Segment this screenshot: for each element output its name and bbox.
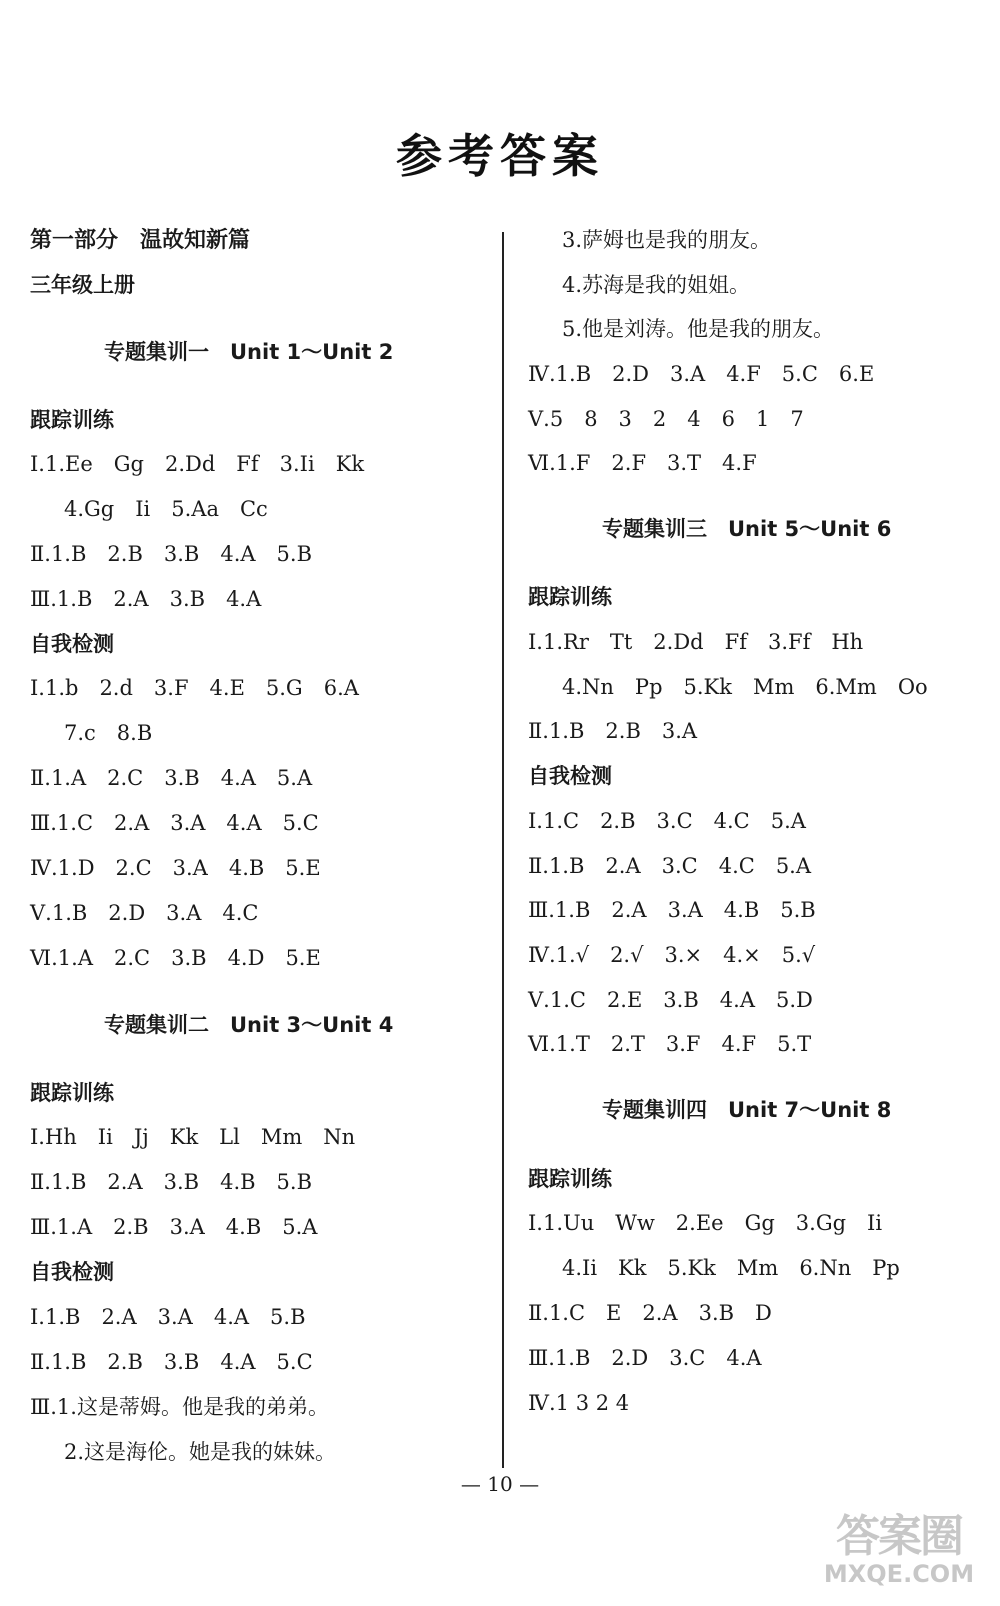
answer-line: Ⅰ.1.Ee Gg 2.Dd Ff 3.Ii Kk (30, 452, 365, 476)
answer-line: Ⅱ.1.B 2.B 3.A (528, 719, 698, 743)
answer-line: Ⅰ.1.C 2.B 3.C 4.C 5.A (528, 809, 806, 833)
section-heading: 跟踪训练 (30, 1081, 114, 1105)
section-heading: 自我检测 (30, 632, 114, 656)
answer-line: Ⅲ.1.这是蒂姆。他是我的弟弟。 (30, 1395, 329, 1419)
answer-line: Ⅳ.1.D 2.C 3.A 4.B 5.E (30, 856, 321, 880)
answer-line: Ⅰ.1.B 2.A 3.A 4.A 5.B (30, 1305, 306, 1329)
answer-line: Ⅲ.1.B 2.D 3.C 4.A (528, 1346, 762, 1370)
unit-heading-4: 专题集训四 Unit 7～Unit 8 (602, 1098, 892, 1122)
answer-line: Ⅲ.1.C 2.A 3.A 4.A 5.C (30, 811, 319, 835)
watermark-url: MXQE.COM (823, 1560, 975, 1588)
section-heading: 跟踪训练 (528, 1167, 612, 1191)
answer-line: 5.他是刘涛。他是我的朋友。 (562, 317, 835, 341)
part-heading: 第一部分 温故知新篇 (30, 228, 251, 253)
answer-line: Ⅱ.1.B 2.B 3.B 4.A 5.C (30, 1350, 313, 1374)
answer-line: Ⅵ.1.T 2.T 3.F 4.F 5.T (528, 1032, 812, 1056)
section-heading: 自我检测 (30, 1260, 114, 1284)
answer-line: Ⅲ.1.A 2.B 3.A 4.B 5.A (30, 1215, 318, 1239)
answer-line: Ⅰ.1.Uu Ww 2.Ee Gg 3.Gg Ii (528, 1211, 883, 1235)
answer-line: Ⅱ.1.B 2.B 3.B 4.A 5.B (30, 542, 313, 566)
answer-line: 4.Gg Ii 5.Aa Cc (64, 497, 268, 521)
watermark-logo: 答案圈 (836, 1511, 962, 1562)
answer-line: Ⅱ.1.A 2.C 3.B 4.A 5.A (30, 766, 313, 790)
answer-line: Ⅱ.1.B 2.A 3.B 4.B 5.B (30, 1170, 313, 1194)
answer-line: Ⅴ.1.C 2.E 3.B 4.A 5.D (528, 988, 813, 1012)
page-number: — 10 — (460, 1472, 540, 1496)
answer-line: Ⅲ.1.B 2.A 3.B 4.A (30, 587, 262, 611)
column-divider (502, 232, 504, 1468)
grade-heading: 三年级上册 (30, 273, 135, 297)
answer-line: Ⅳ.1.B 2.D 3.A 4.F 5.C 6.E (528, 362, 875, 386)
unit-heading-3: 专题集训三 Unit 5～Unit 6 (602, 517, 892, 541)
answer-line: Ⅴ.5 8 3 2 4 6 1 7 (528, 407, 804, 431)
section-heading: 自我检测 (528, 764, 612, 788)
answer-line: Ⅱ.1.C E 2.A 3.B D (528, 1301, 772, 1325)
section-heading: 跟踪训练 (528, 585, 612, 609)
answer-line: Ⅰ.1.Rr Tt 2.Dd Ff 3.Ff Hh (528, 630, 864, 654)
answer-line: Ⅱ.1.B 2.A 3.C 4.C 5.A (528, 854, 812, 878)
watermark (820, 1500, 978, 1592)
answer-line: 7.c 8.B (64, 721, 153, 745)
page-title: 参考答案 (396, 129, 604, 183)
unit-heading-1: 专题集训一 Unit 1～Unit 2 (104, 340, 394, 364)
answer-line: 4.苏海是我的姐姐。 (562, 273, 751, 297)
answer-line: 4.Ii Kk 5.Kk Mm 6.Nn Pp (562, 1256, 900, 1280)
answer-line: Ⅵ.1.A 2.C 3.B 4.D 5.E (30, 946, 321, 970)
answer-line: Ⅳ.1 3 2 4 (528, 1391, 630, 1415)
answer-line: Ⅴ.1.B 2.D 3.A 4.C (30, 901, 259, 925)
answer-line: Ⅳ.1.√ 2.√ 3.× 4.× 5.√ (528, 943, 816, 967)
answer-line: 4.Nn Pp 5.Kk Mm 6.Mm Oo (562, 675, 928, 699)
answer-line: 2.这是海伦。她是我的妹妹。 (64, 1440, 337, 1464)
answer-line: 3.萨姆也是我的朋友。 (562, 228, 772, 252)
answer-line: Ⅵ.1.F 2.F 3.T 4.F (528, 451, 757, 475)
section-heading: 跟踪训练 (30, 408, 114, 432)
unit-heading-2: 专题集训二 Unit 3～Unit 4 (104, 1013, 394, 1037)
answer-line: Ⅰ.Hh Ii Jj Kk Ll Mm Nn (30, 1125, 356, 1149)
answer-line: Ⅰ.1.b 2.d 3.F 4.E 5.G 6.A (30, 676, 359, 700)
answer-line: Ⅲ.1.B 2.A 3.A 4.B 5.B (528, 898, 816, 922)
